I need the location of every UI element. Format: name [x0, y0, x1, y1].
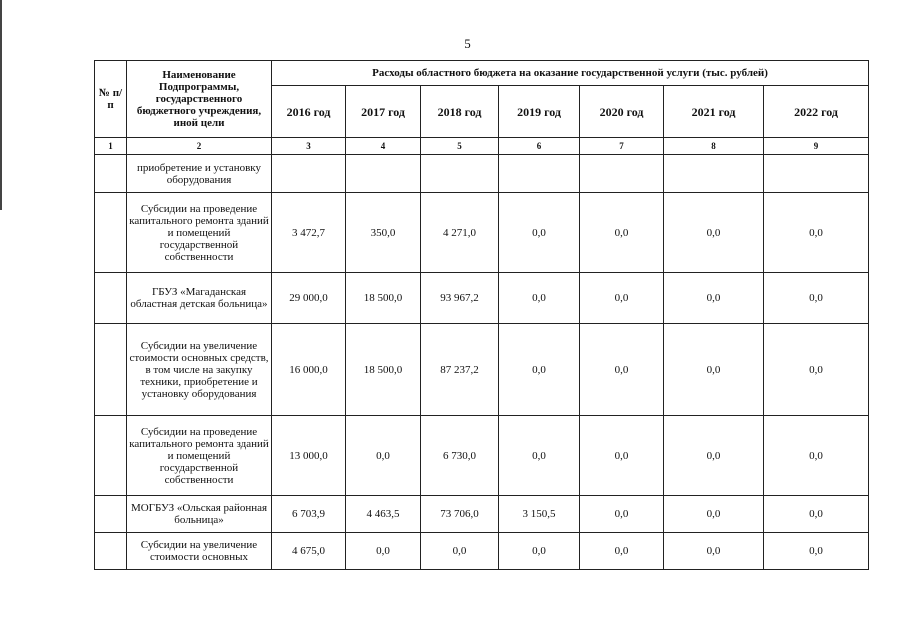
- row-value: 0,0: [764, 533, 869, 570]
- row-name: Субсидии на увеличение стоимости основных: [127, 533, 272, 570]
- row-value: 87 237,2: [421, 324, 499, 416]
- row-value: 16 000,0: [272, 324, 346, 416]
- row-value: 0,0: [499, 533, 580, 570]
- row-value: 0,0: [580, 324, 664, 416]
- row-value: 0,0: [580, 533, 664, 570]
- row-value: [580, 155, 664, 193]
- header-year: 2019 год: [499, 86, 580, 138]
- row-value: 0,0: [580, 416, 664, 496]
- header-year: 2017 год: [346, 86, 421, 138]
- row-value: 0,0: [764, 193, 869, 273]
- header-year: 2022 год: [764, 86, 869, 138]
- column-number: 5: [421, 138, 499, 155]
- row-num: [95, 155, 127, 193]
- column-number: 4: [346, 138, 421, 155]
- row-value: 0,0: [421, 533, 499, 570]
- row-value: 0,0: [499, 193, 580, 273]
- row-value: 0,0: [580, 273, 664, 324]
- page-edge-rule: [0, 0, 2, 210]
- table-row: [95, 273, 869, 324]
- row-value: [764, 155, 869, 193]
- column-number: 2: [127, 138, 272, 155]
- row-value: [664, 155, 764, 193]
- header-expenses-title: Расходы областного бюджета на оказание государственной услуги (тыс. рублей): [272, 61, 869, 86]
- row-value: 4 271,0: [421, 193, 499, 273]
- row-name: Субсидии на увеличение стоимости основных средств, в том числе на закупку техники, приобретение и установку оборудования: [127, 324, 272, 416]
- row-value: 3 472,7: [272, 193, 346, 273]
- table-row: [95, 155, 869, 193]
- row-value: [421, 155, 499, 193]
- row-value: 18 500,0: [346, 324, 421, 416]
- row-value: 0,0: [664, 193, 764, 273]
- row-value: 0,0: [499, 324, 580, 416]
- row-value: 0,0: [764, 496, 869, 533]
- header-year: 2021 год: [664, 86, 764, 138]
- row-value: 0,0: [499, 416, 580, 496]
- row-value: 6 730,0: [421, 416, 499, 496]
- header-year: 2016 год: [272, 86, 346, 138]
- row-name: Субсидии на проведение капитального ремонта зданий и помещений государственной собственности: [127, 416, 272, 496]
- table-row: [95, 193, 869, 273]
- row-value: 0,0: [664, 416, 764, 496]
- row-value: 6 703,9: [272, 496, 346, 533]
- row-num: [95, 324, 127, 416]
- row-value: 4 463,5: [346, 496, 421, 533]
- row-name: приобретение и установку оборудования: [127, 155, 272, 193]
- column-number: 8: [664, 138, 764, 155]
- column-numbers-row: [95, 138, 869, 155]
- column-number: 6: [499, 138, 580, 155]
- column-number: 3: [272, 138, 346, 155]
- row-value: 0,0: [499, 273, 580, 324]
- row-value: 4 675,0: [272, 533, 346, 570]
- column-number: 9: [764, 138, 869, 155]
- row-value: 73 706,0: [421, 496, 499, 533]
- row-value: 13 000,0: [272, 416, 346, 496]
- row-value: 18 500,0: [346, 273, 421, 324]
- row-num: [95, 533, 127, 570]
- table-row: [95, 416, 869, 496]
- row-value: 29 000,0: [272, 273, 346, 324]
- header-year: 2020 год: [580, 86, 664, 138]
- row-value: 3 150,5: [499, 496, 580, 533]
- row-value: 0,0: [346, 533, 421, 570]
- row-name: МОГБУЗ «Ольская районная больница»: [127, 496, 272, 533]
- header-num-col: № п/п: [95, 61, 127, 138]
- row-value: 0,0: [764, 273, 869, 324]
- table-row: [95, 533, 869, 570]
- row-num: [95, 273, 127, 324]
- column-number: 1: [95, 138, 127, 155]
- row-value: 0,0: [580, 496, 664, 533]
- row-value: 0,0: [346, 416, 421, 496]
- row-value: [272, 155, 346, 193]
- row-value: [499, 155, 580, 193]
- table-row: [95, 324, 869, 416]
- header-year: 2018 год: [421, 86, 499, 138]
- row-num: [95, 416, 127, 496]
- row-value: 0,0: [664, 533, 764, 570]
- row-num: [95, 193, 127, 273]
- row-name: ГБУЗ «Магаданская областная детская больница»: [127, 273, 272, 324]
- row-value: 0,0: [580, 193, 664, 273]
- row-name: Субсидии на проведение капитального ремонта зданий и помещений государственной собственности: [127, 193, 272, 273]
- row-value: 0,0: [664, 496, 764, 533]
- table-row: [95, 496, 869, 533]
- row-value: 93 967,2: [421, 273, 499, 324]
- header-name-col: Наименование Подпрограммы, государственного бюджетного учреждения, иной цели: [127, 61, 272, 138]
- column-number: 7: [580, 138, 664, 155]
- budget-table: [94, 60, 869, 570]
- row-value: 350,0: [346, 193, 421, 273]
- row-value: 0,0: [664, 324, 764, 416]
- row-value: 0,0: [764, 324, 869, 416]
- page-number: 5: [464, 36, 471, 51]
- row-num: [95, 496, 127, 533]
- row-value: 0,0: [764, 416, 869, 496]
- row-value: 0,0: [664, 273, 764, 324]
- row-value: [346, 155, 421, 193]
